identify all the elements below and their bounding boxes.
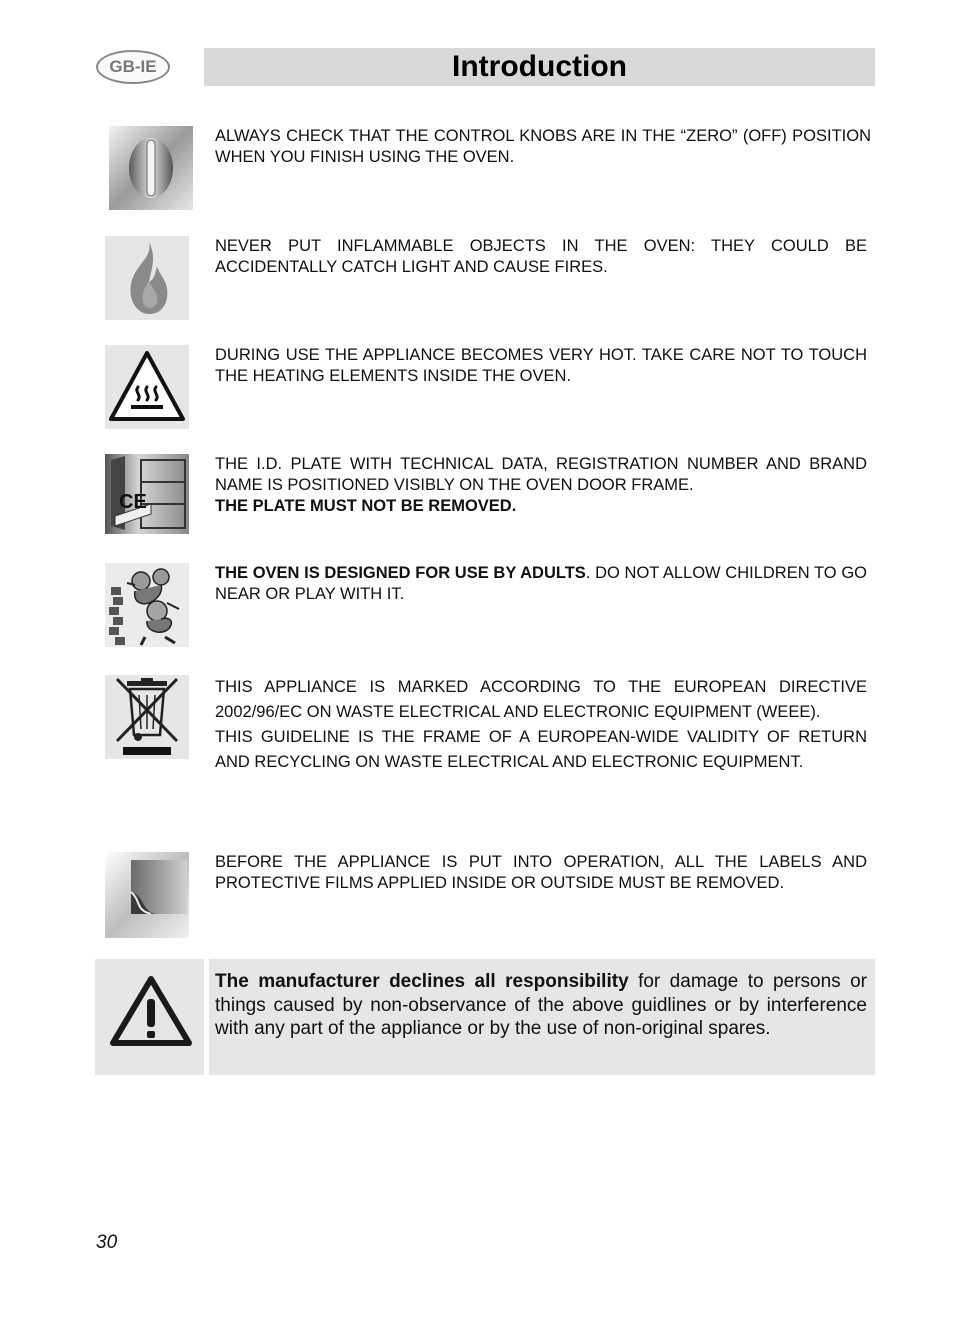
ce-plate-icon — [105, 454, 189, 534]
adults-warning: THE OVEN IS DESIGNED FOR USE BY ADULTS — [215, 564, 586, 582]
plate-warning: THE PLATE MUST NOT BE REMOVED. — [215, 497, 517, 515]
responsibility-notice — [95, 959, 875, 1075]
item-text: BEFORE THE APPLIANCE IS PUT INTO OPERATION, ALL THE LABELS AND PROTECTIVE FILMS APPLIED INSIDE OR OUTSIDE MUST BE REMOVED. — [215, 853, 867, 892]
item-text: THIS APPLIANCE IS MARKED ACCORDING TO THE EUROPEAN DIRECTIVE 2002/96/EC ON WASTE ELECTRICAL AND ELECTRONIC EQUIPMENT (WEEE). THIS GUIDELINE IS THE FRAME OF A EUROPEAN-WIDE VALIDITY OF RETURN AND RECYCLING ON WASTE ELECTRICAL AND ELECTRONIC EQUIPMENT. — [215, 678, 867, 771]
item-text: NEVER PUT INFLAMMABLE OBJECTS IN THE OVEN: THEY COULD BE ACCIDENTALLY CATCH LIGHT AND CAUSE FIRES. — [215, 237, 867, 276]
responsibility-text — [209, 959, 875, 1075]
item-text: THE I.D. PLATE WITH TECHNICAL DATA, REGISTRATION NUMBER AND BRAND NAME IS POSITIONED VISIBLY ON THE OVEN DOOR FRAME. THE PLATE MUST NOT BE REMOVED. — [215, 455, 867, 515]
svg-text:CE: CE — [119, 491, 147, 513]
protective-film-icon — [105, 852, 189, 938]
control-knob-icon — [109, 126, 193, 210]
item-text: DURING USE THE APPLIANCE BECOMES VERY HOT. TAKE CARE NOT TO TOUCH THE HEATING ELEMENTS INSIDE THE OVEN. — [215, 346, 867, 385]
page-title: Introduction — [452, 50, 627, 83]
flame-icon — [105, 236, 189, 320]
item-text: ALWAYS CHECK THAT THE CONTROL KNOBS ARE IN THE “ZERO” (OFF) POSITION WHEN YOU FINISH USING THE OVEN. — [215, 127, 871, 166]
item-text — [215, 563, 867, 605]
title-bar — [204, 48, 875, 86]
responsibility-body: for damage to persons or things caused by non-observance of the above guidlines or by interference with any part of the appliance or by the use of non-original spares. — [215, 971, 867, 1039]
children-icon — [105, 563, 189, 647]
exclamation-triangle-icon — [95, 959, 204, 1075]
responsibility-lead: The manufacturer declines all responsibility — [215, 971, 629, 992]
weee-bin-icon — [105, 675, 189, 759]
page-number: 30 — [96, 1232, 118, 1253]
language-badge: GB-IE — [96, 50, 170, 84]
hot-surface-warning-icon — [105, 345, 189, 429]
children-text: . DO NOT ALLOW CHILDREN TO GO NEAR OR PLAY WITH IT. — [215, 564, 867, 603]
